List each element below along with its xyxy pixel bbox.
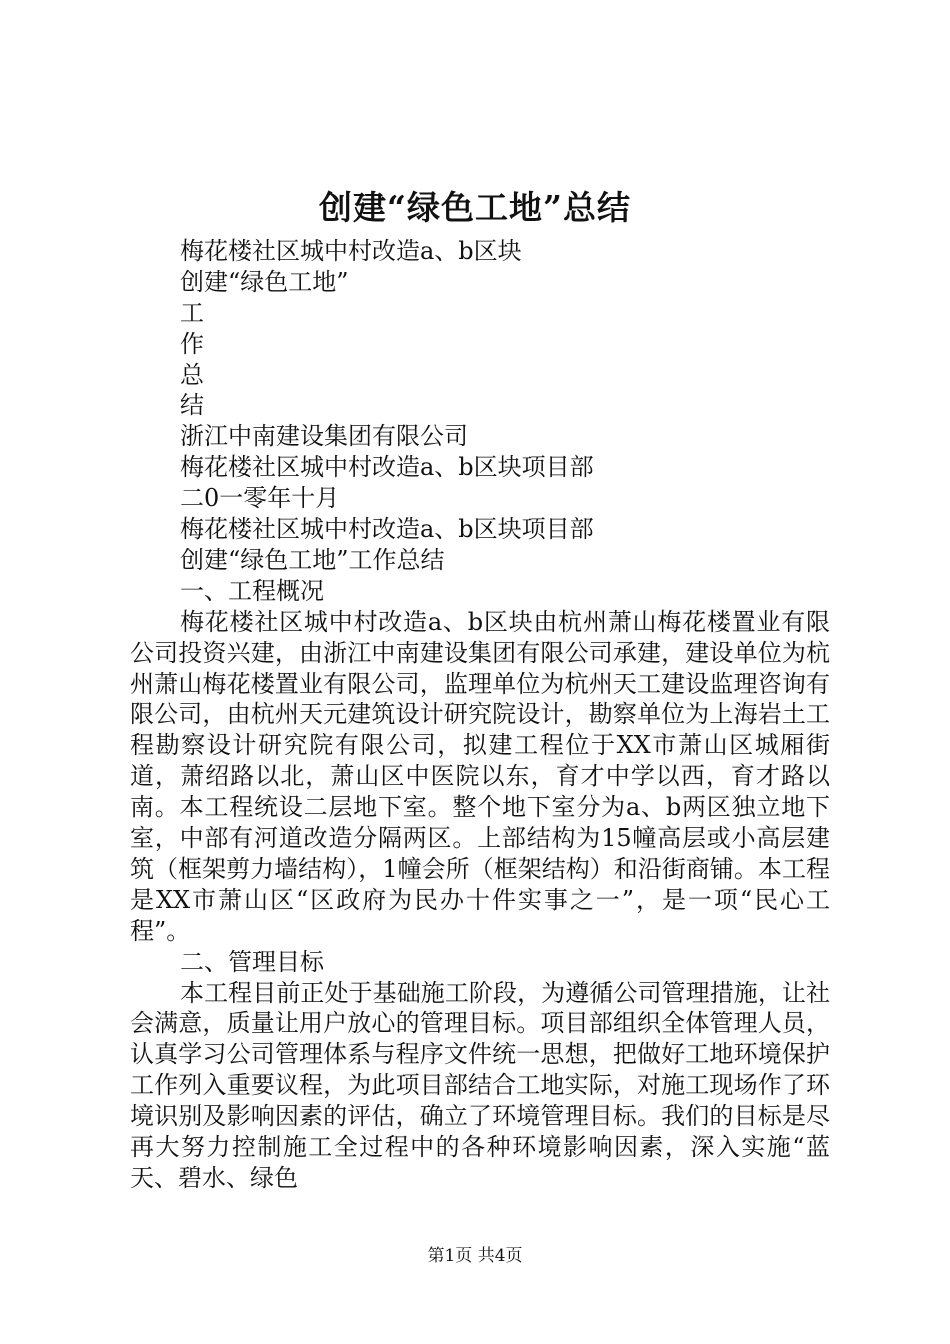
company-name: 浙江中南建设集团有限公司 <box>180 422 468 451</box>
text-line: 作 <box>180 329 204 358</box>
text-line: 结 <box>180 391 204 420</box>
text-line: 总 <box>180 360 204 389</box>
text-line: 工 <box>180 298 204 327</box>
text-line: 创建“绿色工地”工作总结 <box>180 545 445 574</box>
text-line: 创建“绿色工地” <box>180 267 349 296</box>
text-line: 梅花楼社区城中村改造a、b区块 <box>180 237 522 265</box>
page-footer: 第1页 共4页 <box>427 1246 523 1266</box>
document-title: 创建“绿色工地”总结 <box>319 188 631 227</box>
section-heading: 一、工程概况 <box>180 576 324 605</box>
text-line: 梅花楼社区城中村改造a、b区块项目部 <box>180 515 594 544</box>
paragraph-management-goals: 本工程目前正处于基础施工阶段，为遵循公司管理措施，让社会满意，质量让用户放心的管理目标。项目部组织全体管理人员，认真学习公司管理体系与程序文件统一思想，把做好工地环境保护工作列入重要议程，为此项目部结合工地实际，对施工现场作了环境识别及影响因素的评估，确立了环境管理目标。我们的目标是尽再大努力控制施工全过程中的各种环境影响因素，深入实施“蓝天、碧水、绿色 <box>130 978 830 1192</box>
section-heading: 二、管理目标 <box>180 947 324 976</box>
document-date: 二0一零年十月 <box>180 484 340 513</box>
project-department: 梅花楼社区城中村改造a、b区块项目部 <box>180 453 594 482</box>
document-body <box>130 236 830 1194</box>
paragraph-project-overview: 梅花楼社区城中村改造a、b区块由杭州萧山梅花楼置业有限公司投资兴建，由浙江中南建设集团有限公司承建，建设单位为杭州萧山梅花楼置业有限公司，监理单位为杭州天工建设监理咨询有限公司，由杭州天元建筑设计研究院设计，勘察单位为上海岩土工程勘察设计研究院有限公司，拟建工程位于XX市萧山区城厢街道，萧绍路以北，萧山区中医院以东，育才中学以西，育才路以南。本工程统设二层地下室。整个地下室分为a、b两区独立地下室，中部有河道改造分隔两区。上部结构为15幢高层或小高层建筑（框架剪力墙结构），1幢会所（框架结构）和沿街商铺。本工程是XX市萧山区“区政府为民办十件实事之一”，是一项“民心工程”。 <box>130 607 830 945</box>
